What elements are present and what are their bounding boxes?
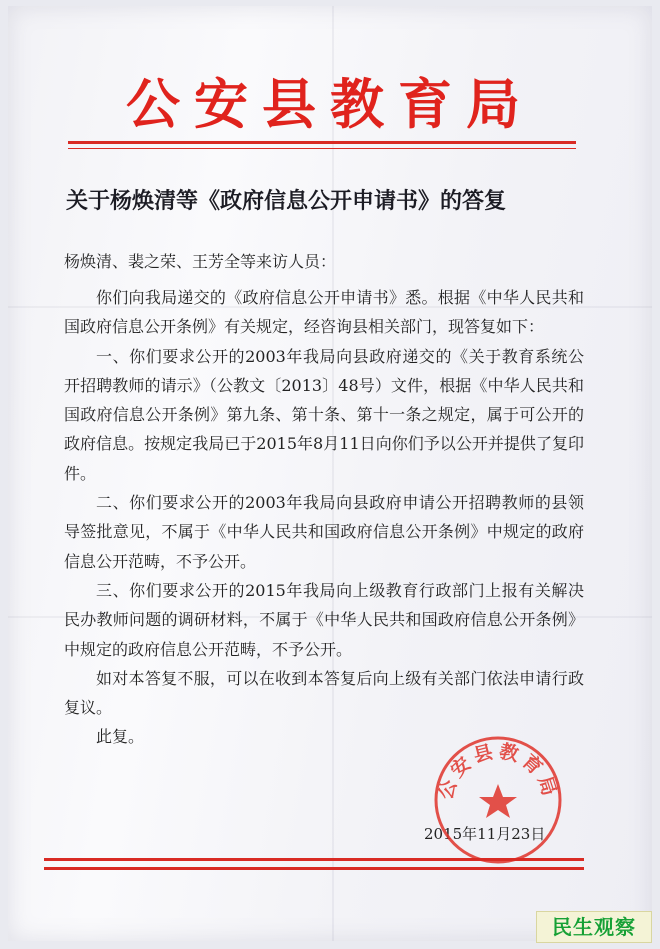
watermark-logo: 民生观察 — [536, 911, 652, 943]
paragraph-item-3: 三、你们要求公开的2015年我局向上级教育行政部门上报有关解决民办教师问题的调研材料，不属于《中华人民共和国政府信息公开条例》中规定的政府信息公开范畴，不予公开。 — [64, 580, 584, 659]
letterhead-title: 公安县教育局 — [126, 72, 534, 136]
letterhead-rule-thick — [68, 141, 576, 144]
official-seal-icon — [432, 734, 564, 866]
seal-text: 公安县教育局 — [434, 740, 562, 803]
paragraph-intro: 你们向我局递交的《政府信息公开申请书》悉。根据《中华人民共和国政府信息公开条例》有关规定，经咨询县相关部门，现答复如下： — [64, 288, 584, 337]
document-title: 关于杨焕清等《政府信息公开申请书》的答复 — [66, 188, 507, 214]
footer-rule-top — [44, 858, 584, 861]
paragraph-closing: 此复。 — [96, 727, 145, 747]
footer-rule-bottom — [44, 867, 584, 870]
paragraph-item-1: 一、你们要求公开的2003年我局向县政府递交的《关于教育系统公开招聘教师的请示》（公教文〔2013〕48号）文件，根据《中华人民共和国政府信息公开条例》第九条、第十条、第十一条之规定，属于可公开的政府信息。按规定我局已于2015年8月11日向你们予以公开并提供了复印件。 — [64, 346, 584, 483]
letterhead-rule-thin — [68, 148, 576, 149]
paragraph-item-2: 二、你们要求公开的2003年我局向县政府申请公开招聘教师的县领导签批意见，不属于《中华人民共和国政府信息公开条例》中规定的政府信息公开范畴，不予公开。 — [64, 493, 584, 571]
document-date: 2015年11月23日 — [424, 825, 546, 843]
star-icon — [479, 784, 517, 818]
paragraph-appeal: 如对本答复不服，可以在收到本答复后向上级有关部门依法申请行政复议。 — [64, 668, 584, 718]
salutation: 杨焕清、裴之荣、王芳全等来访人员： — [64, 252, 337, 271]
document-body — [64, 283, 584, 752]
